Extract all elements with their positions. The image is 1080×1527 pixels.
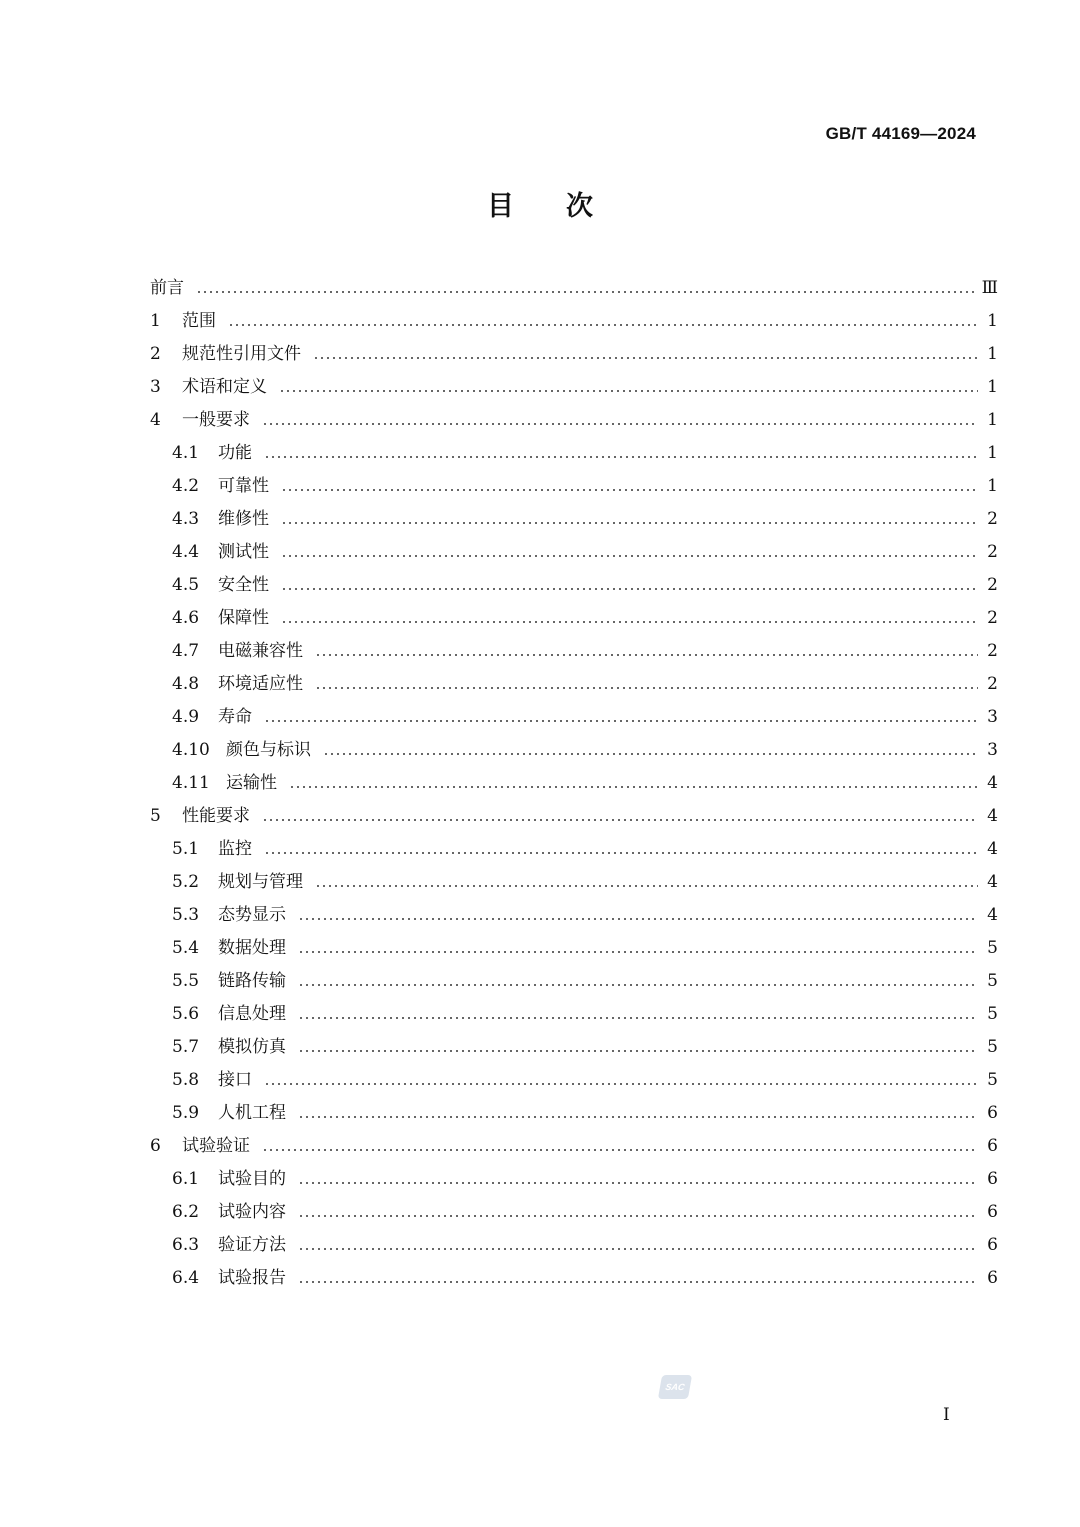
toc-dot-leader — [262, 701, 982, 734]
toc-entry-number: 4.9 — [172, 707, 200, 727]
toc-dot-leader — [311, 338, 982, 371]
toc-dot-leader — [296, 899, 982, 932]
toc-entry-label: 测试性 — [218, 542, 269, 562]
toc-dot-leader — [262, 1064, 982, 1097]
toc-dot-leader — [260, 1130, 982, 1163]
toc-dot-leader — [194, 272, 982, 305]
page-title: 目次 — [487, 191, 645, 222]
toc-entry-page: 4 — [987, 872, 998, 892]
toc-dot-leader — [226, 305, 982, 338]
toc-entry-number: 5.4 — [172, 938, 200, 958]
toc-entry[interactable] — [150, 305, 998, 338]
toc-entry[interactable] — [150, 1229, 998, 1262]
toc-entry-page: 6 — [987, 1202, 998, 1222]
toc-entry-page: 1 — [987, 443, 998, 463]
toc-entry[interactable] — [150, 734, 998, 767]
toc-dot-leader — [262, 833, 982, 866]
toc-entry-page: 2 — [987, 608, 998, 628]
toc-dot-leader — [313, 635, 982, 668]
toc-entry-number: 4.5 — [172, 575, 200, 595]
toc-entry[interactable] — [150, 635, 998, 668]
toc-entry[interactable] — [150, 866, 998, 899]
toc-entry-label: 接口 — [218, 1070, 252, 1090]
toc-dot-leader — [296, 965, 982, 998]
toc-entry-number: 5.5 — [172, 971, 200, 991]
toc-entry-page: 2 — [987, 509, 998, 529]
toc-entry-page: 4 — [987, 806, 998, 826]
toc-entry[interactable] — [150, 437, 998, 470]
toc-entry-page: 3 — [987, 740, 998, 760]
toc-entry-page: 6 — [987, 1169, 998, 1189]
toc-entry-number: 6.3 — [172, 1235, 200, 1255]
toc-entry-number: 4.3 — [172, 509, 200, 529]
toc-entry-label: 可靠性 — [218, 476, 269, 496]
toc-entry-page: 4 — [987, 905, 998, 925]
toc-entry-number: 4.11 — [172, 773, 210, 793]
toc-entry[interactable] — [150, 899, 998, 932]
toc-entry-label: 模拟仿真 — [218, 1037, 286, 1057]
toc-entry[interactable] — [150, 668, 998, 701]
toc-entry-number: 1 — [150, 311, 161, 331]
toc-entry-label: 保障性 — [218, 608, 269, 628]
toc-entry-number: 4.6 — [172, 608, 200, 628]
toc-entry-page: 6 — [987, 1103, 998, 1123]
toc-entry-page: 4 — [987, 773, 998, 793]
toc-entry-page: 5 — [987, 938, 998, 958]
toc-entry-label: 性能要求 — [182, 806, 250, 826]
toc-entry-label: 颜色与标识 — [226, 740, 311, 760]
toc-entry-number: 4.8 — [172, 674, 200, 694]
toc-entry-page: 5 — [987, 971, 998, 991]
toc-entry-label: 前言 — [150, 278, 184, 298]
toc-entry[interactable] — [150, 569, 998, 602]
toc-entry-label: 人机工程 — [218, 1103, 286, 1123]
toc-entry-number: 4.7 — [172, 641, 200, 661]
toc-dot-leader — [296, 1097, 982, 1130]
toc-entry-number: 5.3 — [172, 905, 200, 925]
toc-entry-label: 术语和定义 — [182, 377, 267, 397]
toc-entry-label: 安全性 — [218, 575, 269, 595]
toc-dot-leader — [279, 602, 982, 635]
toc-dot-leader — [279, 503, 982, 536]
toc-entry-page: 1 — [987, 344, 998, 364]
toc-entry[interactable] — [150, 998, 998, 1031]
toc-dot-leader — [296, 998, 982, 1031]
toc-dot-leader — [279, 470, 982, 503]
toc-entry-number: 6.2 — [172, 1202, 200, 1222]
toc-dot-leader — [321, 734, 982, 767]
toc-entry-number: 6 — [150, 1136, 161, 1156]
toc-entry-page: 5 — [987, 1037, 998, 1057]
toc-entry[interactable] — [150, 767, 998, 800]
toc-entry-number: 4.4 — [172, 542, 200, 562]
toc-dot-leader — [260, 404, 982, 437]
toc-dot-leader — [296, 932, 982, 965]
toc-entry-page: 6 — [987, 1136, 998, 1156]
toc-entry-number: 2 — [150, 344, 161, 364]
toc-entry-label: 试验目的 — [218, 1169, 286, 1189]
toc-entry-label: 规范性引用文件 — [182, 344, 301, 364]
toc-entry[interactable] — [150, 833, 998, 866]
toc-entry-number: 5.1 — [172, 839, 200, 859]
toc-entry[interactable] — [150, 272, 998, 305]
toc-entry-label: 数据处理 — [218, 938, 286, 958]
toc-dot-leader — [296, 1163, 982, 1196]
toc-entry-number: 5.6 — [172, 1004, 200, 1024]
toc-entry[interactable] — [150, 1196, 998, 1229]
table-of-contents — [150, 272, 998, 1295]
toc-dot-leader — [313, 866, 982, 899]
toc-entry[interactable] — [150, 1262, 998, 1295]
toc-entry[interactable] — [150, 602, 998, 635]
toc-entry-label: 试验报告 — [218, 1268, 286, 1288]
standard-code: GB/T 44169—2024 — [825, 124, 976, 143]
toc-entry-label: 信息处理 — [218, 1004, 286, 1024]
toc-entry[interactable] — [150, 371, 998, 404]
toc-dot-leader — [296, 1031, 982, 1064]
toc-entry-number: 4.2 — [172, 476, 200, 496]
toc-entry[interactable] — [150, 404, 998, 437]
toc-entry-label: 范围 — [182, 311, 216, 331]
sac-logo-icon — [658, 1375, 692, 1399]
toc-dot-leader — [279, 569, 982, 602]
toc-entry-label: 维修性 — [218, 509, 269, 529]
toc-entry-page: 6 — [987, 1268, 998, 1288]
toc-entry-page: 3 — [987, 707, 998, 727]
toc-entry-label: 电磁兼容性 — [218, 641, 303, 661]
toc-entry[interactable] — [150, 1097, 998, 1130]
toc-entry-number: 5 — [150, 806, 161, 826]
toc-entry-number: 4.1 — [172, 443, 200, 463]
toc-entry-page: 1 — [987, 377, 998, 397]
toc-entry-label: 寿命 — [218, 707, 252, 727]
toc-entry-number: 3 — [150, 377, 161, 397]
toc-dot-leader — [279, 536, 982, 569]
toc-dot-leader — [296, 1196, 982, 1229]
toc-dot-leader — [296, 1262, 982, 1295]
toc-entry[interactable] — [150, 800, 998, 833]
toc-entry[interactable] — [150, 470, 998, 503]
toc-entry-page: 2 — [987, 674, 998, 694]
toc-entry-label: 运输性 — [226, 773, 277, 793]
toc-entry-number: 6.1 — [172, 1169, 200, 1189]
toc-entry-label: 监控 — [218, 839, 252, 859]
toc-entry[interactable] — [150, 536, 998, 569]
toc-entry-page: 2 — [987, 641, 998, 661]
toc-entry-page: 1 — [987, 311, 998, 331]
toc-entry-label: 一般要求 — [182, 410, 250, 430]
toc-entry[interactable] — [150, 1130, 998, 1163]
toc-entry-page: 1 — [987, 410, 998, 430]
toc-entry-label: 试验验证 — [182, 1136, 250, 1156]
toc-entry[interactable] — [150, 1163, 998, 1196]
toc-entry[interactable] — [150, 503, 998, 536]
toc-dot-leader — [262, 437, 982, 470]
toc-dot-leader — [313, 668, 982, 701]
toc-entry-label: 环境适应性 — [218, 674, 303, 694]
toc-dot-leader — [260, 800, 982, 833]
toc-entry[interactable] — [150, 701, 998, 734]
toc-entry[interactable] — [150, 338, 998, 371]
toc-entry-page: 4 — [987, 839, 998, 859]
toc-entry-label: 态势显示 — [218, 905, 286, 925]
toc-entry-page: 6 — [987, 1235, 998, 1255]
toc-entry-page: 5 — [987, 1070, 998, 1090]
toc-entry[interactable] — [150, 965, 998, 998]
toc-dot-leader — [287, 767, 982, 800]
toc-entry-number: 6.4 — [172, 1268, 200, 1288]
toc-entry[interactable] — [150, 1064, 998, 1097]
toc-entry-page: 5 — [987, 1004, 998, 1024]
toc-entry-label: 链路传输 — [218, 971, 286, 991]
sac-logo-text: SAC — [664, 1382, 686, 1392]
toc-entry-number: 4 — [150, 410, 161, 430]
toc-entry-number: 5.2 — [172, 872, 200, 892]
toc-entry-number: 5.7 — [172, 1037, 200, 1057]
footer-page-number: I — [943, 1405, 950, 1425]
toc-entry-page: Ⅲ — [981, 278, 998, 298]
toc-entry[interactable] — [150, 1031, 998, 1064]
toc-entry-number: 5.9 — [172, 1103, 200, 1123]
toc-entry-number: 4.10 — [172, 740, 210, 760]
toc-entry-label: 规划与管理 — [218, 872, 303, 892]
toc-dot-leader — [277, 371, 982, 404]
toc-entry-page: 2 — [987, 542, 998, 562]
toc-dot-leader — [296, 1229, 982, 1262]
toc-entry-number: 5.8 — [172, 1070, 200, 1090]
toc-entry-label: 验证方法 — [218, 1235, 286, 1255]
toc-entry-label: 功能 — [218, 443, 252, 463]
toc-entry-label: 试验内容 — [218, 1202, 286, 1222]
toc-entry-page: 1 — [987, 476, 998, 496]
toc-entry[interactable] — [150, 932, 998, 965]
toc-entry-page: 2 — [987, 575, 998, 595]
